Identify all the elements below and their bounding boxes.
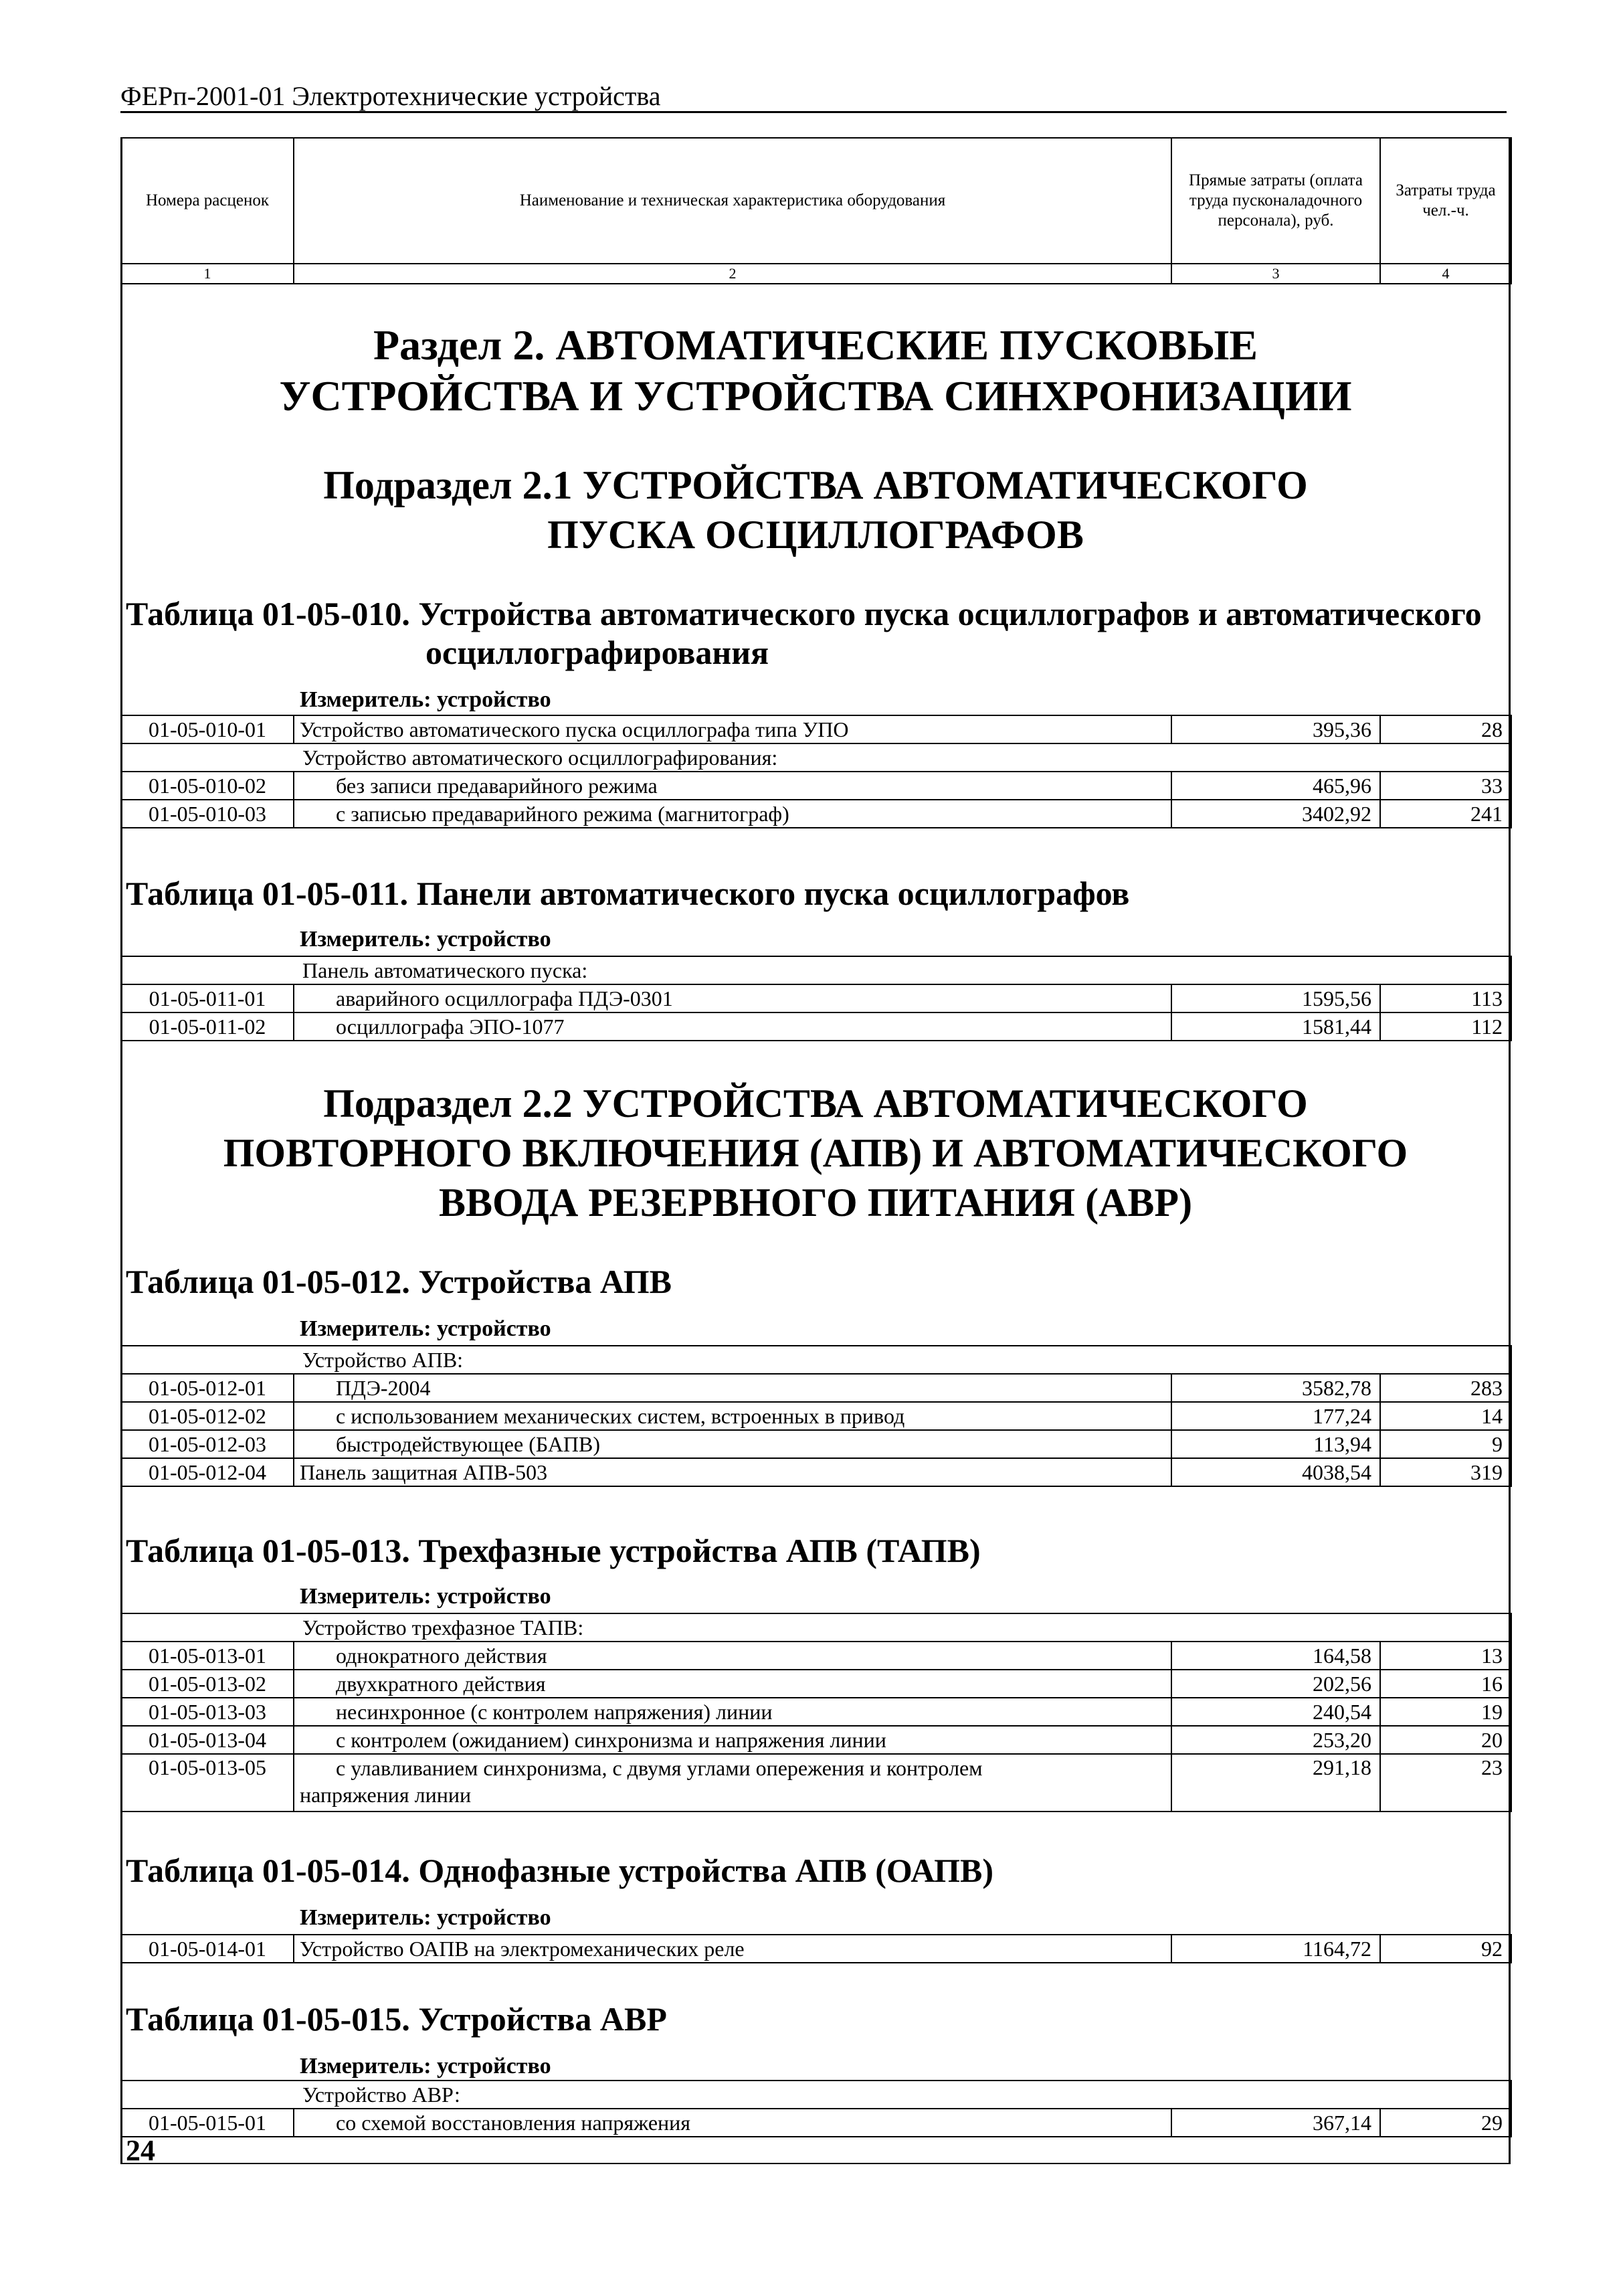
- section-title: Раздел 2. АВТОМАТИЧЕСКИЕ ПУСКОВЫЕ УСТРОЙСТВА И УСТРОЙСТВА СИНХРОНИЗАЦИИ: [279, 321, 1352, 420]
- table-01-05-011: [120, 956, 1512, 1041]
- col-number-3: 3: [1171, 264, 1380, 284]
- header-rule: [120, 111, 1507, 113]
- table-row: 01-05-012-02 с использованием механических систем, встроенных в привод 177,24 14: [121, 1402, 1511, 1430]
- table-title-01-05-014: Таблица 01-05-014. Однофазные устройства АПВ (ОАПВ): [126, 1852, 993, 1889]
- page-number: 24: [126, 2134, 155, 2167]
- table-row: 01-05-013-03 несинхронное (с контролем напряжения) линии 240,54 19: [121, 1698, 1511, 1726]
- measure-label: Измеритель: устройство: [300, 687, 551, 712]
- table-01-05-012: [120, 1345, 1512, 1487]
- table-row-group-heading: Устройство автоматического осциллографирования:: [121, 743, 1511, 772]
- measure-label: Измеритель: устройство: [300, 927, 551, 952]
- table-row: 01-05-013-01 однократного действия 164,58 13: [121, 1642, 1511, 1670]
- table-row: 01-05-013-04 с контролем (ожиданием) синхронизма и напряжения линии 253,20 20: [121, 1726, 1511, 1754]
- table-title-01-05-011: Таблица 01-05-011. Панели автоматического пуска осциллографов: [126, 875, 1130, 912]
- table-row: 01-05-010-01 Устройство автоматического пуска осциллографа типа УПО 395,36 28: [121, 715, 1511, 743]
- table-title-01-05-012: Таблица 01-05-012. Устройства АПВ: [126, 1263, 672, 1300]
- table-row: 01-05-011-01 аварийного осциллографа ПДЭ-0301 1595,56 113: [121, 984, 1511, 1012]
- table-row: 01-05-010-03 с записью предаварийного режима (магнитограф) 3402,92 241: [121, 800, 1511, 828]
- subsection-title-2-1: Подраздел 2.1 УСТРОЙСТВА АВТОМАТИЧЕСКОГО ПУСКА ОСЦИЛЛОГРАФОВ: [323, 463, 1308, 557]
- table-title-01-05-013: Таблица 01-05-013. Трехфазные устройства АПВ (ТАПВ): [126, 1532, 981, 1569]
- table-row-group-heading: Устройство трехфазное ТАПВ:: [121, 1613, 1511, 1642]
- table-row: 01-05-012-04 Панель защитная АПВ-503 4038,54 319: [121, 1458, 1511, 1486]
- table-row-group-heading: Панель автоматического пуска:: [121, 956, 1511, 984]
- col-number-1: 1: [121, 264, 294, 284]
- table-row: 01-05-012-01 ПДЭ-2004 3582,78 283: [121, 1374, 1511, 1402]
- column-header-table: [120, 137, 1512, 284]
- measure-label: Измеритель: устройство: [300, 1584, 551, 1609]
- table-row: 01-05-015-01 со схемой восстановления напряжения 367,14 29: [121, 2109, 1511, 2137]
- table-01-05-015: [120, 2080, 1512, 2137]
- table-01-05-014: [120, 1934, 1512, 1963]
- running-header: ФЕРп-2001-01 Электротехнические устройства: [120, 81, 661, 111]
- table-title-01-05-010: Таблица 01-05-010. Устройства автоматического пуска осциллографов и автоматического осциллографирования: [126, 595, 1482, 671]
- table-row: 01-05-011-02 осциллографа ЭПО-1077 1581,44 112: [121, 1012, 1511, 1041]
- table-row: 01-05-014-01 Устройство ОАПВ на электромеханических реле 1164,72 92: [121, 1935, 1511, 1963]
- col-number-4: 4: [1380, 264, 1511, 284]
- table-row: 01-05-012-03 быстродействующее (БАПВ) 113,94 9: [121, 1430, 1511, 1458]
- table-row: 01-05-010-02 без записи предаварийного режима 465,96 33: [121, 772, 1511, 800]
- table-row: 01-05-013-05 с улавливанием синхронизма, с двумя углами опережения и контролем напряжения линии 291,18 23: [121, 1754, 1511, 1812]
- table-01-05-013: [120, 1613, 1512, 1812]
- measure-label: Измеритель: устройство: [300, 1316, 551, 1341]
- table-row-group-heading: Устройство АПВ:: [121, 1346, 1511, 1374]
- measure-label: Измеритель: устройство: [300, 1905, 551, 1930]
- table-row-group-heading: Устройство АВР:: [121, 2081, 1511, 2109]
- subsection-title-2-2: Подраздел 2.2 УСТРОЙСТВА АВТОМАТИЧЕСКОГО ПОВТОРНОГО ВКЛЮЧЕНИЯ (АПВ) И АВТОМАТИЧЕСКОГО ВВОДА РЕЗЕРВНОГО ПИТАНИЯ (АВР): [223, 1081, 1408, 1225]
- col-header-codes: Номера расценок: [121, 138, 294, 264]
- col-header-name: Наименование и техническая характеристика оборудования: [294, 138, 1171, 264]
- table-row: 01-05-013-02 двухкратного действия 202,56 16: [121, 1670, 1511, 1698]
- table-title-01-05-015: Таблица 01-05-015. Устройства АВР: [126, 2000, 667, 2038]
- measure-label: Измеритель: устройство: [300, 2054, 551, 2079]
- col-header-labor: Затраты труда чел.-ч.: [1380, 138, 1511, 264]
- col-header-cost: Прямые затраты (оплата труда пусконаладочного персонала), руб.: [1171, 138, 1380, 264]
- col-number-2: 2: [294, 264, 1171, 284]
- table-01-05-010: [120, 715, 1512, 828]
